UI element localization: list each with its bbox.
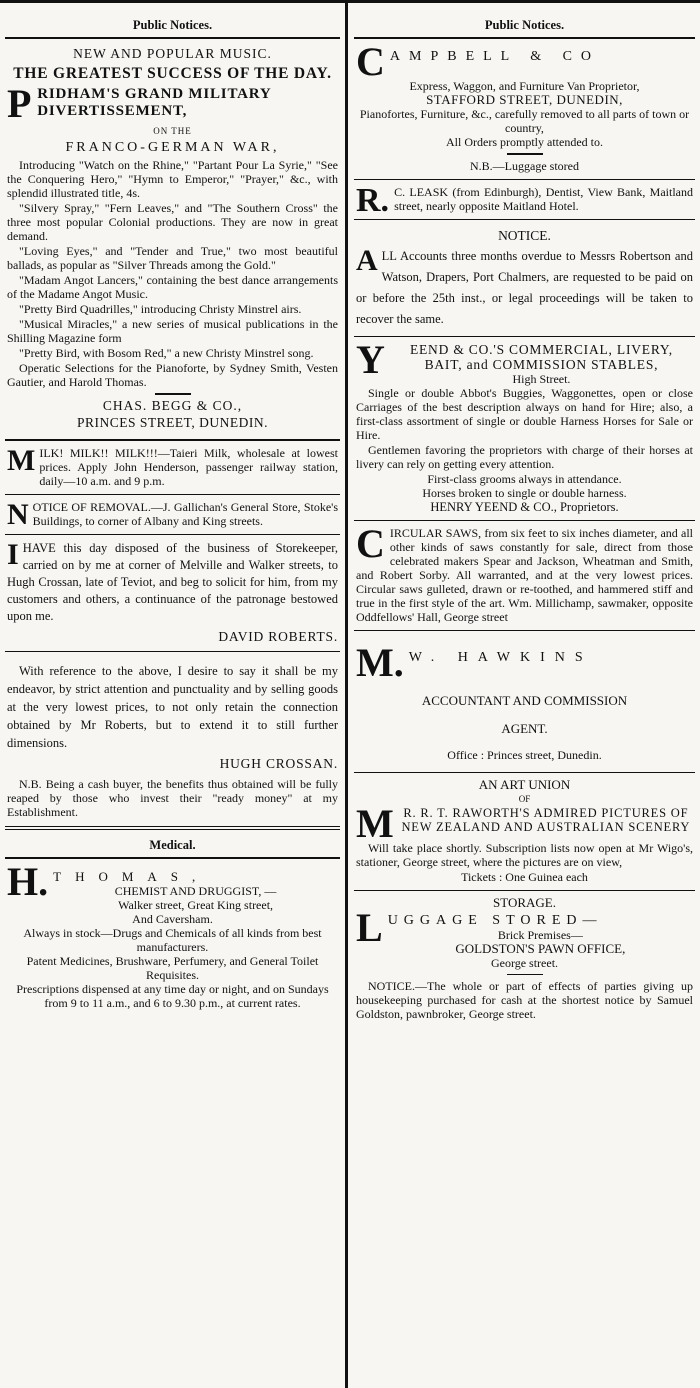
music-paragraph: Operatic Selections for the Pianoforte, by Sydney Smith, Vesten Gautier, and Harold Thomas. [7,361,338,389]
nb-text: N.B. Being a cash buyer, the benefits thus obtained will be fully reaped by those who invest their "ready money" at my Establishment. [7,776,338,819]
war-title: FRANCO-GERMAN WAR, [65,140,280,155]
yeend-signature: HENRY YEEND & CO., Proprietors. [430,499,619,514]
art-union-title: AN ART UNION [478,776,571,792]
art-union-line: R. R. T. RAWORTH'S ADMIRED PICTURES OF [403,805,689,820]
art-union-tickets: Tickets : One Guinea each [461,869,588,884]
firm-name: CHAS. BEGG & CO., [102,397,243,413]
dropcap-letter: I [7,537,19,571]
dropcap-letter: M [7,443,36,477]
yeend-title: EEND & CO.'S COMMERCIAL, LIVERY, BAIT, and COMMISSION STABLES, [409,341,673,372]
notice-text: LL Accounts three months overdue to Messrs Robertson and Watson, Drapers, Port Chalmers, are requested to be paid on or before the 25th inst., or legal proceedings will be taken to recover the same. [356,248,693,326]
yeend-paragraph: Gentlemen favoring the proprietors with charge of their horses at livery can rely on getting every attention. [356,442,693,471]
art-union-advertisement [354,773,695,891]
druggist-line: And Caversham. [132,911,213,926]
divertissement-heading [7,81,338,126]
divider [507,974,543,976]
music-paragraph: "Pretty Bird Quadrilles," introducing Christy Minstrel airs. [19,302,302,316]
signature: DAVID ROBERTS. [218,628,338,644]
storage-line: GOLDSTON'S PAWN OFFICE, [455,940,626,956]
campbell-name: AMPBELL & CO [389,49,601,64]
music-title: NEW AND POPULAR MUSIC. [73,46,272,61]
druggist-line: Prescriptions dispensed at any time day or night, and on Sundays from 9 to 11 a.m., and 6 to 9.30 p.m., at current rates. [16,981,329,1010]
campbell-line: STAFFORD STREET, DUNEDIN, [426,92,623,107]
notice-title: NOTICE. [498,227,551,243]
accounts-notice [354,220,695,337]
yeend-paragraph: Single or double Abbot's Buggies, Waggonettes, open or close Carriages of the best description always on hand for Hire; also, a first-class assortment of single or double Harness Horses for Sale or Hire. [356,385,693,442]
art-union-of: OF [518,793,531,804]
dropcap-letter: C [356,44,385,79]
section-header-medical: Medical. [5,830,340,859]
dropcap-letter: N [7,497,29,531]
saws-text: IRCULAR SAWS, from six feet to six inches diameter, and all other kinds of saws constantly for sale, direct from those celebrated makers Spear and Jackson, Wheatman and Smith, and Robert Sorby. All warranted, and at the very lowest prices. Circular saws gulleted, drawn or re-toothed, and hammered stiff and true in the first style of the art. Wm. Millichamp, sawmaker, opposite Oddfellows' Hall, George street [356,525,693,624]
art-union-text: Will take place shortly. Subscription lists now open at Mr Wigo's, stationer, George street, where the pictures are on view, [356,840,693,869]
music-paragraph: Introducing "Watch on the Rhine," "Partant Pour La Syrie," "See the Conquering Hero," "Hymn to Emperor," "Prayer," &c., with splendid illustrated title, 4s. [7,158,338,200]
on-the-label: ON THE [153,126,192,136]
druggist-line: Walker street, Great King street, [118,897,274,912]
milk-advertisement [5,441,340,495]
storage-notice: NOTICE.—The whole or part of effects of parties giving up housekeeping purchased for cash at the shortest notice by Samuel Goldston, pawnbroker, George street. [356,979,693,1021]
dropcap-letter: Y [356,341,385,382]
hawkins-line: ACCOUNTANT AND COMMISSION [421,692,628,708]
hawkins-line: AGENT. [501,720,548,736]
reference-text: With reference to the above, I desire to say it shall be my endeavor, by strict attention and punctuality and by selling goods at the very lowest prices, to not only retain the connection obtained by Mr Roberts, but to extend it to still further dimensions. [7,663,338,750]
dropcap-letter: L [356,909,383,950]
reference-notice [5,652,340,830]
signature: HUGH CROSSAN. [219,755,338,771]
business-text: HAVE this day disposed of the business of Storekeeper, carried on by me at corner of Melville and Walker streets, to Hugh Crossan, late of Teviot, and beg to solicit for him, from my customers and others, a continuance of the patronage bestowed upon me. [7,540,338,623]
hawkins-line: Office : Princes street, Dunedin. [447,747,602,762]
campbell-line: Express, Waggon, and Furniture Van Proprietor, [409,79,640,93]
column-rule [345,0,348,1388]
hawkins-advertisement [354,631,695,773]
dropcap-letter: P [7,81,33,126]
left-column [0,0,345,1388]
leask-text: C. LEASK (from Edinburgh), Dentist, View Bank, Maitland street, nearly opposite Maitland Hotel. [394,184,693,213]
milk-text: ILK! MILK!! MILK!!!—Taieri Milk, wholesale at lowest prices. Apply John Henderson, passenger railway station, daily—10 a.m. and 9 p.m. [39,445,338,488]
music-success-headline: THE GREATEST SUCCESS OF THE DAY. [13,65,332,82]
business-notice [5,535,340,652]
druggist-line: CHEMIST AND DRUGGIST, — [114,883,277,898]
yeend-advertisement [354,337,695,521]
music-paragraph: "Silvery Spray," "Fern Leaves," and "The Southern Cross" the three most popular Colonial productions. They are now in great demand. [7,201,338,243]
music-paragraph: "Pretty Bird, with Bosom Red," a new Christy Minstrel song. [19,346,314,360]
right-column [349,0,700,1388]
storage-advertisement [354,891,695,1029]
dropcap-letter: C [356,520,385,566]
music-paragraph: "Musical Miracles," a new series of musical publications in the Shilling Magazine form [7,317,338,345]
campbell-line: All Orders promptly attended to. [446,135,603,149]
storage-title: STORAGE. [493,894,556,910]
storage-name: UGGAGE STORED— [387,912,603,928]
section-header-public-notices: Public Notices. [354,0,695,39]
dropcap-letter: M [356,805,394,841]
removal-notice [5,495,340,535]
leask-advertisement [354,180,695,220]
dropcap-letter: H. [7,863,49,904]
campbell-nb: N.B.—Luggage stored [470,158,579,173]
art-union-line: NEW ZEALAND AND AUSTRALIAN SCENERY [401,819,691,834]
dropcap-letter: A [356,243,378,277]
druggist-line: Always in stock—Drugs and Chemicals of all kinds from best manufacturers. [23,925,322,954]
yeend-line: First-class grooms always in attendance. [427,471,622,486]
music-paragraph: "Madam Angot Lancers," containing the best dance arrangements of the Madame Angot Music. [7,273,338,301]
thomas-advertisement [5,859,340,1016]
yeend-street: High Street. [512,371,571,386]
dropcap-letter: R. [356,181,390,219]
divider [507,153,543,155]
storage-line: George street. [490,955,559,970]
druggist-name: THOMAS, [53,868,210,884]
campbell-line: Pianofortes, Furniture, &c., carefully removed to all parts of town or country, [359,107,690,135]
divider [155,393,191,395]
yeend-line: Horses broken to single or double harness. [422,485,627,500]
circular-saws-advertisement [354,521,695,631]
campbell-advertisement [354,39,695,180]
divertissement-title: RIDHAM'S GRAND MILITARY DIVERTISSEMENT, [37,86,271,119]
hawkins-name: W. HAWKINS [408,649,593,665]
section-header-public-notices: Public Notices. [5,0,340,39]
removal-text: OTICE OF REMOVAL.—J. Gallichan's General Store, Stoke's Buildings, to corner of Albany and King streets. [32,499,338,528]
music-advertisement [5,39,340,441]
dropcap-letter: M. [356,644,404,680]
firm-street: PRINCES STREET, DUNEDIN. [76,414,268,430]
music-paragraph: "Loving Eyes," and "Tender and True," two most beautiful ballads, as popular as "Silver Threads among the Gold." [7,244,338,272]
storage-line: Brick Premises— [497,927,583,942]
druggist-line: Patent Medicines, Brushware, Perfumery, and General Toilet Requisites. [26,953,319,982]
